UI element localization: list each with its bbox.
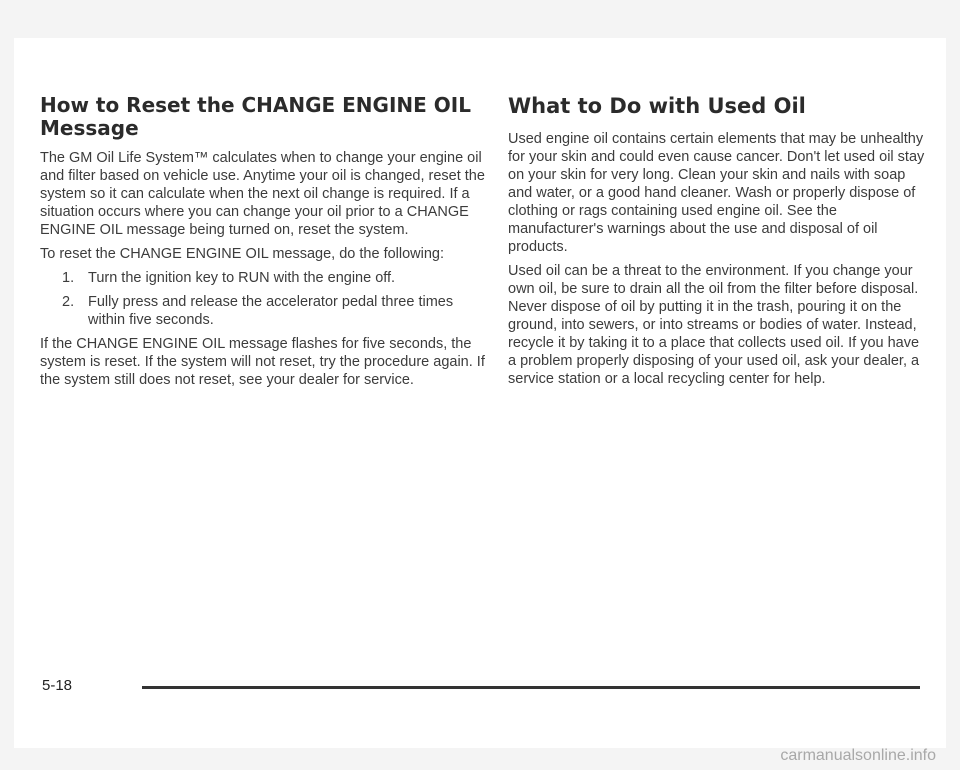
- page-number: 5-18: [42, 677, 73, 694]
- left-column: [40, 94, 488, 395]
- oil-life-system-paragraph: The GM Oil Life System™ calculates when to change your engine oil and filter based on vehicle use. Anytime your oil is changed, reset the system so it can calculate when the next oil change is required. If a situation occurs where you can change your oil prior to a CHANGE ENGINE OIL message being turned on, reset the system.: [40, 150, 485, 238]
- step-number: 1.: [62, 270, 75, 286]
- reset-result-paragraph: If the CHANGE ENGINE OIL message flashes for five seconds, the system is reset. If the system will not reset, try the procedure again. If the system still does not reset, see your dealer for service.: [40, 336, 485, 388]
- right-column: [508, 94, 928, 394]
- reset-steps-list: [40, 269, 488, 329]
- used-oil-health-paragraph: Used engine oil contains certain elements that may be unhealthy for your skin and could even cause cancer. Don't let used oil stay on your skin for very long. Clean your skin and nails with soap and water, or a good hand cleaner. Wash or properly dispose of clothing or rags containing used engine oil. See the manufacturer's warnings about the use and disposal of oil products.: [508, 131, 925, 255]
- reset-intro-paragraph: To reset the CHANGE ENGINE OIL message, do the following:: [40, 246, 445, 262]
- manual-page: [14, 38, 946, 748]
- used-oil-environment-paragraph: Used oil can be a threat to the environment. If you change your own oil, be sure to drain all the oil from the filter before disposal. Never dispose of oil by putting it in the trash, pouring it on the ground, into sewers, or into streams or bodies of water. Instead, recycle it by taking it to a place that collects used oil. If you have a problem properly disposing of your used oil, ask your dealer, a service station or a local recycling center for help.: [508, 263, 920, 387]
- reset-oil-message-heading: How to Reset the CHANGE ENGINE OIL Message: [40, 93, 471, 140]
- watermark: carmanualsonline.info: [780, 747, 936, 764]
- used-oil-heading: What to Do with Used Oil: [508, 94, 806, 118]
- list-item: [40, 293, 488, 329]
- footer-divider: [142, 686, 920, 689]
- list-item: [40, 269, 488, 287]
- step-text: Turn the ignition key to RUN with the engine off.: [88, 270, 396, 286]
- page-footer: [42, 676, 922, 700]
- step-text: Fully press and release the accelerator pedal three times within five seconds.: [88, 294, 454, 328]
- step-number: 2.: [62, 294, 75, 310]
